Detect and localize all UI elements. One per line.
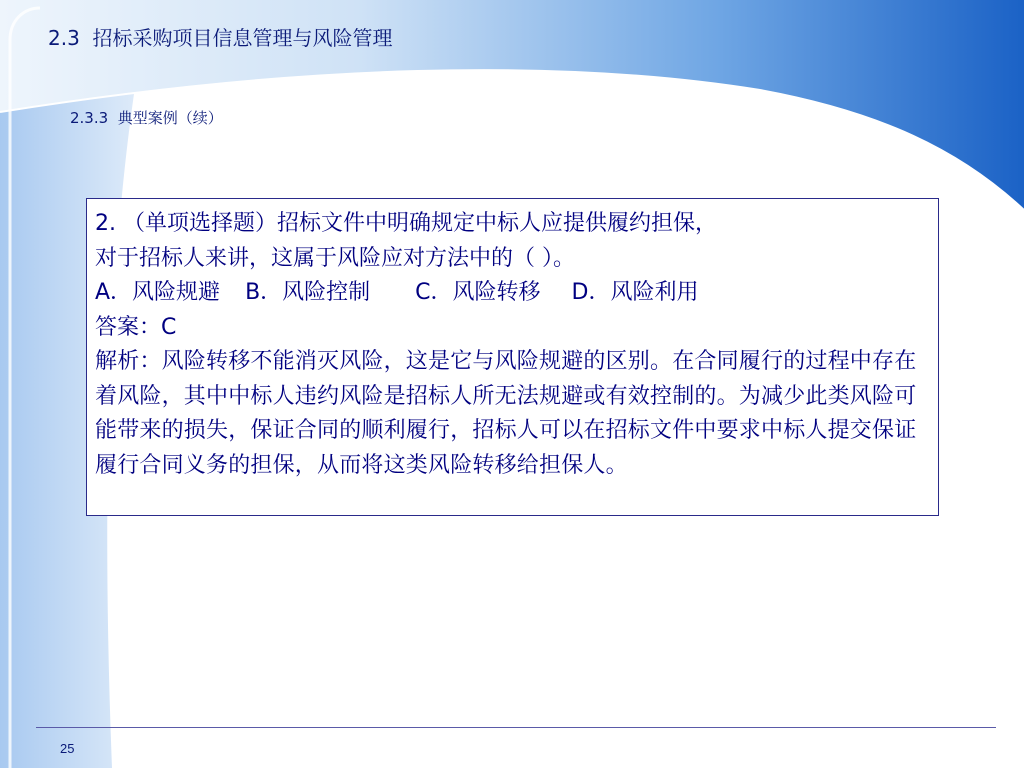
slide-subtitle: 2.3.3 典型案例（续） [70,109,223,127]
option-a: A．风险规避 [95,280,221,305]
question-box [86,198,939,516]
slide-title: 2.3 招标采购项目信息管理与风险管理 [48,26,393,50]
explanation-text: 解析：风险转移不能消灭风险，这是它与风险规避的区别。在合同履行的过程中存在着风险，其中中标人违约风险是招标人所无法规避或有效控制的。为减少此类风险可能带来的损失，保证合同的顺利履行，招标人可以在招标文件中要求中标人提交保证履行合同义务的担保，从而将这类风险转移给担保人。 [95,349,917,478]
page-number: 25 [60,741,75,756]
question-line-2: 对于招标人来讲，这属于风险应对方法中的（ ）。 [95,245,575,271]
footer-divider [36,727,996,728]
option-c: C．风险转移 [415,280,541,305]
option-d: D．风险利用 [571,280,699,305]
question-line-1: 2. （单项选择题）招标文件中明确规定中标人应提供履约担保， [95,211,717,236]
option-b: B．风险控制 [245,280,371,305]
answer-line: 答案：C [95,314,177,340]
options-row [95,276,930,311]
